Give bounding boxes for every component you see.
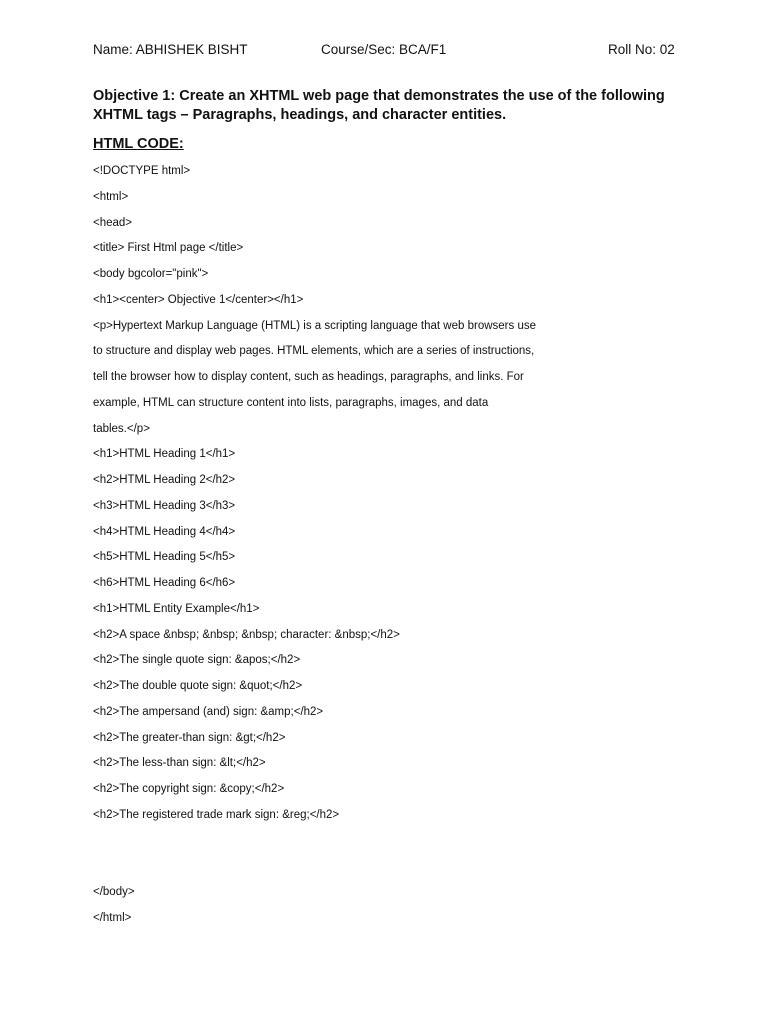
code-line: to structure and display web pages. HTML elements, which are a series of instructions, <box>93 345 535 358</box>
code-line: <h2>The copyright sign: &copy;</h2> <box>93 783 285 795</box>
code-line <box>93 858 693 884</box>
code-line: <h2>The greater-than sign: &gt;</h2> <box>93 731 286 744</box>
code-line: <h1><center> Objective 1</center></h1> <box>93 293 304 306</box>
code-line: <h2>The less-than sign: &lt;</h2> <box>93 757 266 770</box>
roll-number: Roll No: 02 <box>608 42 675 57</box>
code-line: <p>Hypertext Markup Language (HTML) is a scripting language that web browsers use <box>93 319 536 332</box>
code-line: <h2>The double quote sign: &quot;</h2> <box>93 680 303 692</box>
course-section: Course/Sec: BCA/F1 <box>321 42 447 57</box>
code-line: <h5>HTML Heading 5</h5> <box>93 551 236 564</box>
code-line: <h4>HTML Heading 4</h4> <box>93 525 236 538</box>
objective-statement: Objective 1: Create an XHTML web page that demonstrates the use of the following XHTML tags – Paragraphs, headings, and character entities. <box>93 88 665 123</box>
code-line: <h2>HTML Heading 2</h2> <box>93 474 236 486</box>
code-listing <box>93 163 693 936</box>
code-line: <h2>The single quote sign: &apos;</h2> <box>93 654 301 667</box>
code-line <box>93 833 693 859</box>
html-code-heading: HTML CODE: <box>93 136 184 152</box>
code-line: <h1>HTML Entity Example</h1> <box>93 602 260 615</box>
code-line: <h6>HTML Heading 6</h6> <box>93 577 236 589</box>
code-line: <head> <box>93 216 133 229</box>
code-line: <h2>The ampersand (and) sign: &amp;</h2> <box>93 705 324 718</box>
student-name: Name: ABHISHEK BISHT <box>93 42 248 57</box>
code-line: <html> <box>93 190 129 203</box>
code-line: tables.</p> <box>93 422 150 435</box>
code-line: <h3>HTML Heading 3</h3> <box>93 499 236 512</box>
code-line: <body bgcolor="pink"> <box>93 268 209 280</box>
code-line: </html> <box>93 911 132 924</box>
code-line: <h2>A space &nbsp; &nbsp; &nbsp; character: &nbsp;</h2> <box>93 628 400 641</box>
code-line: <!DOCTYPE html> <box>93 165 191 177</box>
code-line: <h2>The registered trade mark sign: &reg;</h2> <box>93 808 340 821</box>
code-line: example, HTML can structure content into lists, paragraphs, images, and data <box>93 396 489 409</box>
code-line: tell the browser how to display content, such as headings, paragraphs, and links. For <box>93 371 524 383</box>
code-line: <title> First Html page </title> <box>93 242 244 255</box>
code-line: <h1>HTML Heading 1</h1> <box>93 448 236 461</box>
code-line: </body> <box>93 886 135 898</box>
